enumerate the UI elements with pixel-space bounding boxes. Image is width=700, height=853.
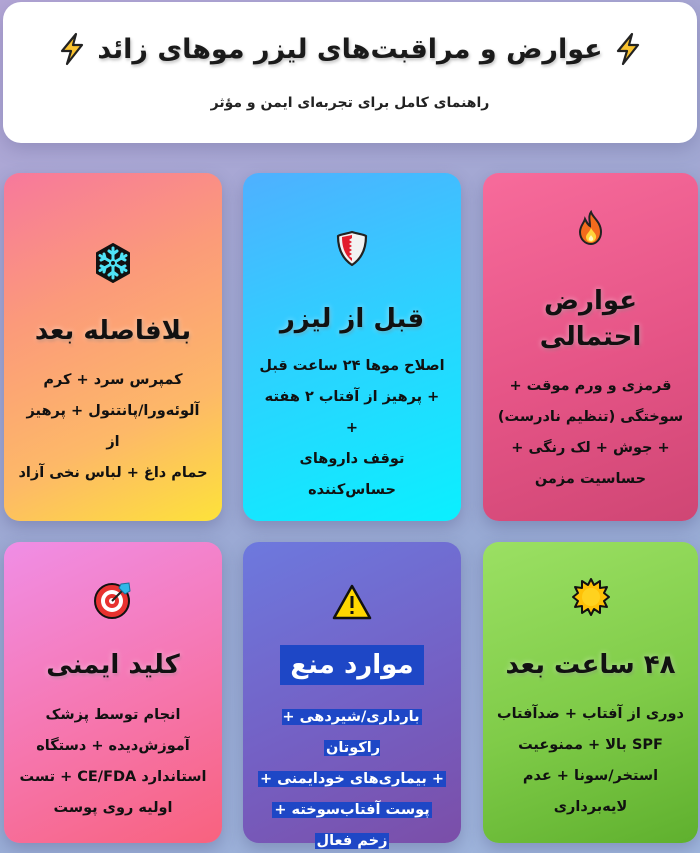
card-title: ۴۸ ساعت بعد xyxy=(505,650,676,680)
shield-icon xyxy=(332,228,372,268)
card-body: انجام توسط پزشک آموزش‌دیده + دستگاه استاندارد CE/FDA + تست اولیه روی پوست xyxy=(19,707,207,816)
card-body xyxy=(257,702,447,853)
selected-text[interactable]: پوست آفتاب‌سوخته + xyxy=(274,802,430,818)
selected-text[interactable]: زخم فعال xyxy=(316,833,388,849)
card-body: کمپرس سرد + کرم آلوئه‌ورا/پانتنول + پرهیز از حمام داغ + لباس نخی آزاد xyxy=(18,372,208,481)
card-contraindications xyxy=(243,542,461,849)
card-48-hours-after xyxy=(483,542,698,843)
card-title: عوارض احتمالی xyxy=(539,286,642,352)
page-title-text: عوارض و مراقبت‌های لیزر موهای زائد xyxy=(97,33,603,65)
warning-icon xyxy=(332,582,372,622)
header-card xyxy=(3,2,697,143)
lightning-icon xyxy=(57,32,87,66)
card-safety-key xyxy=(4,542,222,843)
card-body: دوری از آفتاب + ضدآفتاب SPF بالا + ممنوعیت استخر/سونا + عدم لایه‌برداری xyxy=(497,706,684,815)
selected-text[interactable]: بارداری/شیردهی + راکوتان xyxy=(282,709,420,756)
card-before-laser xyxy=(243,173,461,521)
card-title: کلید ایمنی xyxy=(46,650,180,680)
card-title: قبل از لیزر xyxy=(279,304,425,334)
target-icon xyxy=(93,580,133,620)
selected-text[interactable]: موارد منع xyxy=(280,645,423,685)
card-title: بلافاصله بعد xyxy=(34,316,192,346)
page-title xyxy=(3,32,697,66)
lightning-icon xyxy=(613,32,643,66)
card-body: قرمزی و ورم موقت + سوختگی (تنظیم نادرست) + جوش + لک رنگی + حساسیت مزمن xyxy=(497,378,684,487)
card-side-effects xyxy=(483,173,698,521)
card-body: اصلاح موها ۲۴ ساعت قبل + پرهیز از آفتاب ۲ هفته + توقف داروهای حساس‌کننده xyxy=(259,358,445,498)
sun-icon xyxy=(571,577,611,617)
fire-icon xyxy=(571,208,611,248)
page-subtitle: راهنمای کامل برای تجربه‌ای ایمن و مؤثر xyxy=(210,95,490,111)
selected-text[interactable]: + بیماری‌های خودایمنی + xyxy=(259,771,445,787)
card-title xyxy=(253,647,451,683)
card-immediately-after xyxy=(4,173,222,521)
snowflake-icon xyxy=(93,243,133,283)
